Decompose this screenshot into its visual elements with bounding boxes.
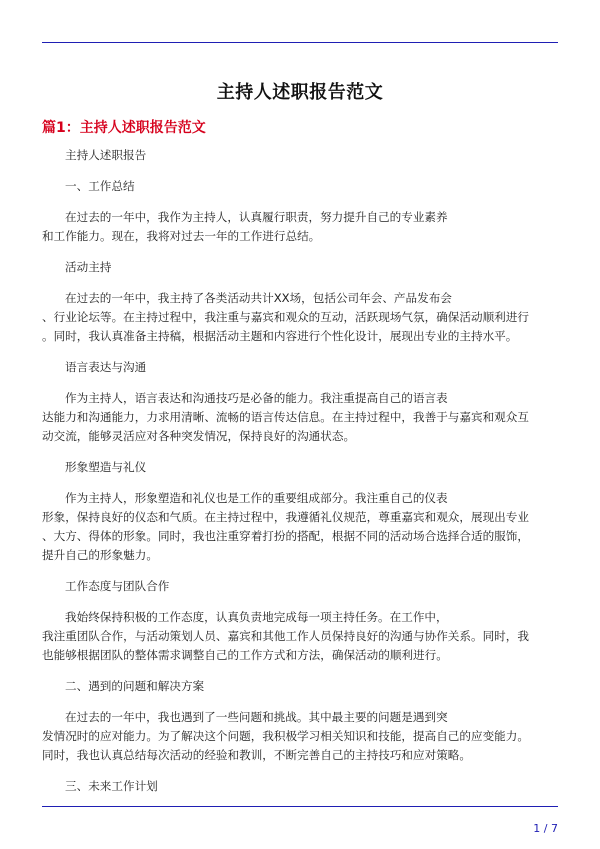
section-title: 篇1：主持人述职报告范文 (42, 120, 206, 136)
paragraph-line: 我始终保持积极的工作态度，认真负责地完成每一项主持任务。在工作中， (65, 610, 448, 624)
paragraph-line: 在过去的一年中，我作为主持人，认真履行职责，努力提升自己的专业素养 (65, 210, 448, 224)
subheading: 形象塑造与礼仪 (65, 460, 147, 474)
document-title: 主持人述职报告范文 (216, 82, 384, 103)
paragraph-line: 发情况时的应对能力。为了解决这个问题，我积极学习相关知识和技能，提高自己的应变能力。 (42, 729, 529, 743)
paragraph-line: 我注重团队合作，与活动策划人员、嘉宾和其他工作人员保持良好的沟通与协作关系。同时，我 (42, 629, 529, 643)
paragraph-line: 动交流，能够灵活应对各种突发情况，保持良好的沟通状态。 (42, 429, 356, 443)
paragraph (42, 208, 558, 246)
paragraph-line: 作为主持人，形象塑造和礼仪也是工作的重要组成部分。我注重自己的仪表 (65, 491, 448, 505)
footer-rule (42, 806, 558, 807)
paragraph (42, 389, 558, 446)
document-body (42, 146, 558, 808)
paragraph-line: 形象，保持良好的仪态和气质。在主持过程中，我遵循礼仪规范，尊重嘉宾和观众，展现出专业 (42, 510, 529, 524)
paragraph (42, 489, 558, 565)
subheading: 活动主持 (65, 260, 112, 274)
paragraph-line: 、行业论坛等。在主持过程中，我注重与嘉宾和观众的互动，活跃现场气氛，确保活动顺利进行 (42, 310, 529, 324)
paragraph-line: 和工作能力。现在，我将对过去一年的工作进行总结。 (42, 229, 321, 243)
paragraph-line: 在过去的一年中，我也遇到了一些问题和挑战。其中最主要的问题是遇到突 (65, 710, 448, 724)
subheading: 二、遇到的问题和解决方案 (65, 679, 205, 693)
subheading: 主持人述职报告 (65, 148, 147, 162)
paragraph-line: 也能够根据团队的整体需求调整自己的工作方式和方法，确保活动的顺利进行。 (42, 648, 448, 662)
paragraph-line: 达能力和沟通能力，力求用清晰、流畅的语言传达信息。在主持过程中，我善于与嘉宾和观众互 (42, 410, 529, 424)
subheading: 工作态度与团队合作 (65, 579, 170, 593)
paragraph (42, 289, 558, 346)
paragraph-line: 、大方、得体的形象。同时，我也注重穿着打扮的搭配，根据不同的活动场合选择合适的服饰， (42, 529, 529, 543)
subheading: 一、工作总结 (65, 179, 135, 193)
page-number: 1 / 7 (533, 822, 558, 835)
paragraph (42, 608, 558, 665)
subheading: 语言表达与沟通 (65, 360, 147, 374)
paragraph-line: 。同时，我认真准备主持稿，根据活动主题和内容进行个性化设计，展现出专业的主持水平。 (42, 329, 518, 343)
paragraph-line: 提升自己的形象魅力。 (42, 548, 158, 562)
paragraph (42, 708, 558, 765)
paragraph-line: 在过去的一年中，我主持了各类活动共计XX场，包括公司年会、产品发布会 (65, 291, 452, 305)
paragraph-line: 作为主持人，语言表达和沟通技巧是必备的能力。我注重提高自己的语言表 (65, 391, 448, 405)
header-rule (42, 42, 558, 43)
paragraph-line: 同时，我也认真总结每次活动的经验和教训，不断完善自己的主持技巧和应对策略。 (42, 748, 471, 762)
subheading: 三、未来工作计划 (65, 779, 158, 793)
